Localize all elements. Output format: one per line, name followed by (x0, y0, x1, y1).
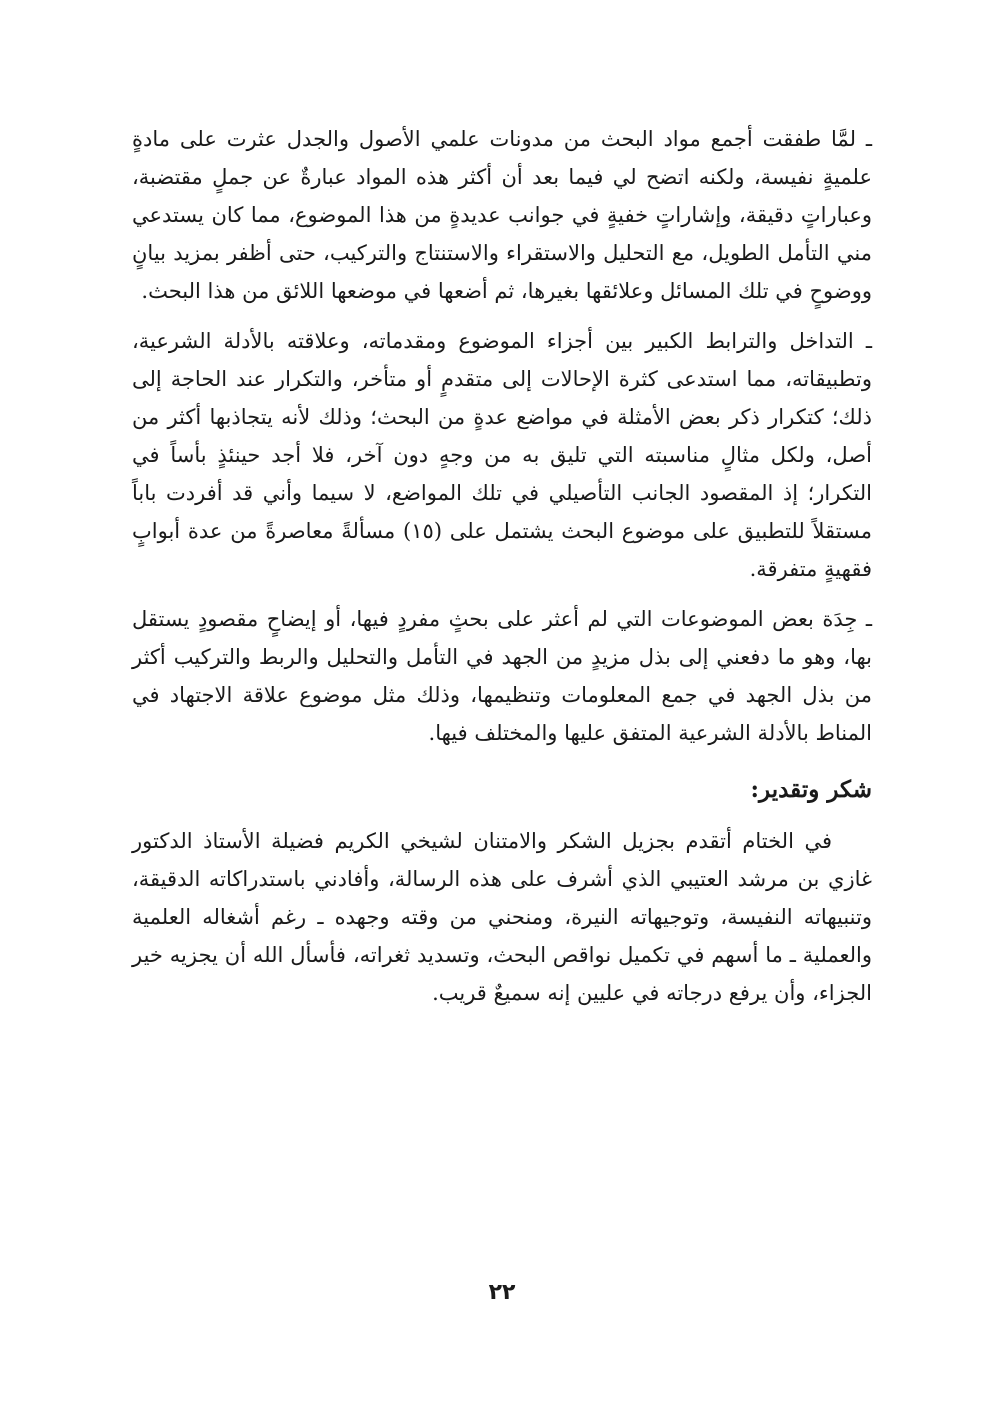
paragraph-overlap-repetition: ـ التداخل والترابط الكبير بين أجزاء الموضوع ومقدماته، وعلاقته بالأدلة الشرعية، وتطبيقاته، مما استدعى كثرة الإحالات إلى متقدمٍ أو متأخر، والتكرار عند الحاجة إلى ذلك؛ كتكرار ذكر بعض الأمثلة في مواضع عدةٍ من البحث؛ وذلك لأنه يتجاذبها أكثر من أصل، ولكل مثالٍ مناسبته التي تليق به من وجهٍ دون آخر، فلا أجد حينئذٍ بأساً في التكرار؛ إذ المقصود الجانب التأصيلي في تلك المواضع، لا سيما وأني قد أفردت باباً مستقلاً للتطبيق على موضوع البحث يشتمل على (١٥) مسألةً معاصرةً من عدة أبوابٍ فقهيةٍ متفرقة. (132, 329, 873, 581)
page-number: ٢٢ (488, 1280, 516, 1305)
section-heading-acknowledgments: شكر وتقدير: (750, 776, 872, 803)
paragraph-novelty-topics: ـ جِدَة بعض الموضوعات التي لم أعثر على بحثٍ مفردٍ فيها، أو إيضاحٍ مقصودٍ يستقل بها، وهو ما دفعني إلى بذل مزيدٍ من الجهد في التأمل والتحليل والربط والتركيب أكثر من بذل الجهد في جمع المعلومات وتنظيمها، وذلك مثل موضوع علاقة الاجتهاد في المناط بالأدلة الشرعية المتفق عليها والمختلف فيها. (132, 607, 872, 745)
body-text (132, 120, 872, 1024)
paragraph-acknowledgments: في الختام أتقدم بجزيل الشكر والامتنان لشيخي الكريم فضيلة الأستاذ الدكتور غازي بن مرشد العتيبي الذي أشرف على هذه الرسالة، وأفادني باستدراكاته الدقيقة، وتنبيهاته النفيسة، وتوجيهاته النيرة، ومنحني من وقته وجهده ـ رغم أشغاله العلمية والعملية ـ ما أسهم في تكميل نواقص البحث، وتسديد ثغراته، فأسأل الله أن يجزيه خير الجزاء، وأن يرفع درجاته في عليين إنه سميعٌ قريب. (132, 829, 872, 1005)
paragraph-research-materials: ـ لمَّا طفقت أجمع مواد البحث من مدونات علمي الأصول والجدل عثرت على مادةٍ علميةٍ نفيسة، ولكنه اتضح لي فيما بعد أن أكثر هذه المواد عبارةٌ عن جملٍ مقتضبة، وعباراتٍ دقيقة، وإشاراتٍ خفيةٍ في جوانب عديدةٍ من هذا الموضوع، مما كان يستدعي مني التأمل الطويل، مع التحليل والاستقراء والاستنتاج والتركيب، حتى أظفر بمزيد بيانٍ ووضوحٍ في تلك المسائل وعلائقها بغيرها، ثم أضعها في موضعها اللائق من هذا البحث. (132, 127, 872, 303)
